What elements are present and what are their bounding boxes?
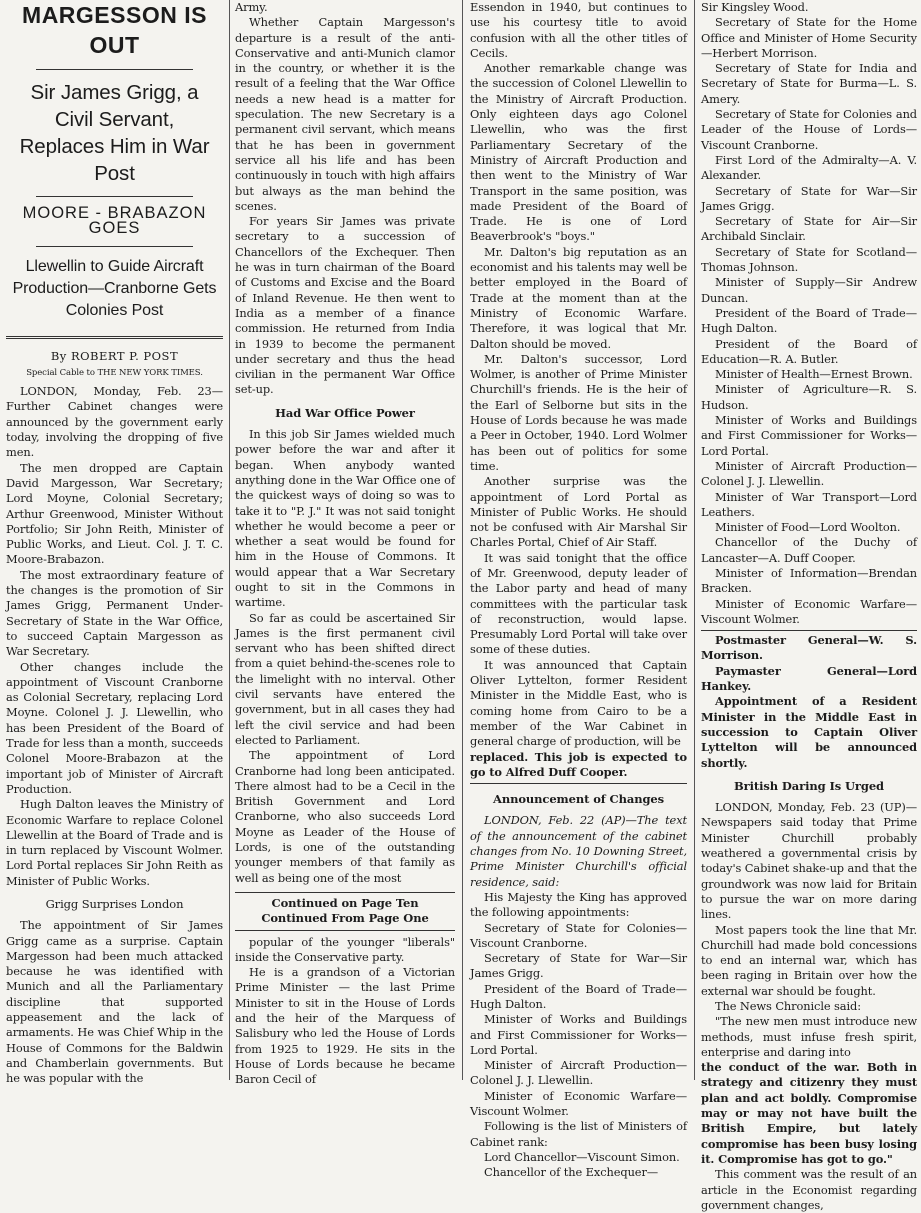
paragraph: Essendon in 1940, but continues to use his courtesy title to avoid confusion with all the other titles of Cecils.: [470, 0, 687, 60]
list-item: Chancellor of the Duchy of Lancaster—A. Duff Cooper.: [701, 535, 917, 565]
continued-from: Continued From Page One: [261, 911, 429, 926]
subhead: Announcement of Changes: [493, 792, 664, 807]
deck-3: Llewellin to Guide Aircraft Production—Cranborne Gets Colonies Post: [12, 257, 217, 319]
paragraph: This comment was the result of an article in the Economist regarding government changes,: [701, 1167, 917, 1212]
list-item: Minister of Works and Buildings and First Commissioner for Works—Lord Portal.: [701, 413, 917, 458]
continued-to: Continued on Page Ten: [271, 895, 419, 910]
paragraph: popular of the younger "liberals" inside the Conservative party.: [235, 934, 455, 964]
byline: By ROBERT P. POST: [50, 348, 179, 363]
list-item: Chancellor of the Exchequer—: [484, 1165, 659, 1180]
paragraph: It was announced that Captain Oliver Lyttelton, former Resident Minister in the Middle East, who is coming home from Cairo to be a member of the War Cabinet in general charge of production, will be: [470, 657, 687, 749]
cable-credit: Special Cable to THE NEW YORK TIMES.: [26, 367, 203, 378]
list-item: Secretary of State for Scotland—Thomas Johnson.: [701, 244, 917, 275]
list-item: Minister of Aircraft Production—Colonel J. J. Llewellin.: [470, 1058, 687, 1088]
paragraph: His Majesty the King has approved the following appointments:: [470, 889, 687, 920]
list-item: Minister of Information—Brendan Bracken.: [701, 565, 917, 596]
paragraph: Mr. Dalton's big reputation as an economist and his talents may well be better employed in the Board of Trade at the moment than at the Ministry of Economic Warfare. Therefore, it was logical that Mr. Dalton should be moved.: [470, 244, 687, 351]
paragraph: LONDON, Monday, Feb. 23—Further Cabinet changes were announced by the government early today, involving the dropping of five men.: [6, 384, 223, 460]
list-item: Minister of Works and Buildings and First Commissioner for Works—Lord Portal.: [470, 1012, 687, 1057]
paragraph: In this job Sir James wielded much power before the war and after it began. When anybody wanted anything done in the War Office one of the quickest ways of doing so was to take it to "P. J." It was not said tonight whether he would become a peer or whether a seat would be found for him in the House of Commons. It would appear that a War Secretary ought to sit in the Commons in wartime.: [235, 427, 455, 610]
paragraph: For years Sir James was private secretary to a succession of Chancellors of the Exchequer. Then he was in turn chairman of the Board of Customs and Excise and the Board of Inland Revenue. He then went to India as a member of a finance commission. He returned from India in 1939 to become the permanent under secretary and thus the head civilian in the permanent War Office set-up.: [235, 214, 455, 397]
subhead: Had War Office Power: [275, 405, 415, 420]
bold-paragraph: the conduct of the war. Both in strategy and citizenry they must plan and act boldly. Compromise may or may not have built the British Empire, but lately compromise has been busy losing it. Compromise has got to go.": [701, 1060, 917, 1166]
list-item: Secretary of State for the Home Office and Minister of Home Security—Herbert Morrison.: [701, 15, 917, 60]
column-1: [0, 0, 227, 1086]
list-item: Lord Chancellor—Viscount Simon.: [484, 1149, 680, 1164]
deck-1: Sir James Grigg, a Civil Servant, Replaces Him in War Post: [19, 81, 210, 185]
list-item: Minister of War Transport—Lord Leathers.: [701, 489, 917, 519]
paragraph: The most extraordinary feature of the changes is the promotion of Sir James Grigg, Permanent Under-Secretary of State in the War Office, to succeed Captain Margesson as War Secretary.: [6, 567, 223, 659]
list-item: Secretary of State for Air—Sir Archibald Sinclair.: [701, 214, 917, 244]
boxed-section: [701, 630, 917, 771]
list-item: Secretary of State for India and Secretary of State for Burma—L. S. Amery.: [701, 61, 917, 106]
paragraph: So far as could be ascertained Sir James is the first permanent civil servant who has been shifted direct from a quiet behind-the-scenes role to the limelight with no interval. Other civil servants have entered the government, but in all cases they had left the civil service and had been elected to Parliament.: [235, 610, 455, 747]
paragraph: Other changes include the appointment of Viscount Cranborne as Colonial Secretary, replacing Lord Moyne. Colonel J. J. Llewellin, who has been President of the Board of Trade for less than a month, succeeds Colonel Moore-Brabazon at the important job of Minister of Aircraft Production.: [6, 659, 223, 796]
paragraph: Following is the list of Ministers of Cabinet rank:: [470, 1119, 687, 1149]
paragraph: The appointment of Lord Cranborne had long been anticipated. There almost had to be a Cecil in the British Government and Lord Cranborne, who also succeeds Lord Moyne as Leader of the House of Lords, is one of the outstanding younger members of that family as well as being one of the most: [235, 748, 455, 885]
list-item: Minister of Economic Warfare—Viscount Wolmer.: [470, 1088, 687, 1119]
list-item: Paymaster General—Lord Hankey.: [701, 663, 917, 694]
divider: [6, 336, 223, 339]
list-item: Minister of Economic Warfare—Viscount Wolmer.: [701, 596, 917, 626]
dateline: LONDON, Feb. 22 (AP)—The text of the announcement of the cabinet changes from No. 10 Downing Street, Prime Minister Churchill's official residence, said:: [470, 813, 687, 889]
divider: [36, 246, 193, 247]
headline: MARGESSON IS OUT: [22, 2, 207, 58]
paragraph: Hugh Dalton leaves the Ministry of Economic Warfare to replace Colonel Llewellin at the Board of Trade and is in turn replaced by Viscount Wolmer. Lord Portal replaces Sir John Reith as Minister of Public Works.: [6, 797, 223, 888]
list-item: Postmaster General—W. S. Morrison.: [701, 633, 917, 663]
paragraph: It was said tonight that the office of Mr. Greenwood, deputy leader of the Labor party and head of many committees with the particular task of reconstruction, would lapse. Presumably Lord Portal will take over some of these duties.: [470, 550, 687, 657]
list-item: Sir Kingsley Wood.: [701, 0, 809, 14]
list-item: Minister of Food—Lord Woolton.: [715, 520, 901, 535]
paragraph: The men dropped are Captain David Margesson, War Secretary; Lord Moyne, Colonial Secretary; Arthur Greenwood, Minister Without Portfolio; Sir John Reith, Minister of Public Works, and Lieut. Col. J. T. C. Moore-Brabazon.: [6, 460, 223, 567]
paragraph: Mr. Dalton's successor, Lord Wolmer, is another of Prime Minister Churchill's friends. He is the heir of the Earl of Selborne but sits in the House of Lords because he was made a Peer in October, 1940. Lord Wolmer has been out of politics for some time.: [470, 351, 687, 473]
paragraph: The appointment of Sir James Grigg came as a surprise. Captain Margesson had been much attacked because he was identified with Munich and all the Parliamentary discipline that supported appeasement and the lack of armaments. He was Chief Whip in the House of Commons for the Baldwin and Chamberlain governments. But he was popular with the: [6, 918, 223, 1086]
divider: [36, 69, 193, 70]
list-item: Minister of Supply—Sir Andrew Duncan.: [701, 275, 917, 305]
list-item: Secretary of State for War—Sir James Grigg.: [470, 951, 687, 981]
jump-line-box: [235, 892, 455, 931]
paragraph: LONDON, Monday, Feb. 23 (UP)—Newspapers said today that Prime Minister Churchill probably weathered a governmental crisis by today's Cabinet shake-up and that the groundwork was now laid for Britain to pursue the war on more daring lines.: [701, 800, 917, 922]
list-item: Secretary of State for Colonies and Leader of the House of Lords—Viscount Cranborne.: [701, 107, 917, 152]
list-item: Minister of Agriculture—R. S. Hudson.: [701, 382, 917, 412]
paragraph: Most papers took the line that Mr. Churchill had made bold concessions to end an internal war, which has been raging in Britain over how the external war should be fought.: [701, 922, 917, 998]
column-4: [697, 0, 921, 1212]
list-item: First Lord of the Admiralty—A. V. Alexander.: [701, 152, 917, 183]
list-item: President of the Board of Trade—Hugh Dalton.: [701, 305, 917, 336]
column-3: [465, 0, 692, 1180]
subhead: British Daring Is Urged: [734, 778, 884, 793]
divider: [36, 196, 193, 197]
list-item: President of the Board of Education—R. A. Butler.: [701, 336, 917, 366]
list-item: Minister of Health—Ernest Brown.: [715, 367, 913, 382]
paragraph: Another surprise was the appointment of Lord Portal as Minister of Public Works. He should not be confused with Air Marshal Sir Charles Portal, Chief of Air Staff.: [470, 474, 687, 550]
subhead: Grigg Surprises London: [45, 896, 184, 911]
deck-2: MOORE - BRABAZON GOES: [22, 204, 207, 238]
paragraph: Army.: [235, 0, 268, 14]
boxed-paragraph: replaced. This job is expected to go to Alfred Duff Cooper.: [470, 750, 687, 785]
paragraph: He is a grandson of a Victorian Prime Minister — the last Prime Minister to sit in the House of Lords and the heir of the Marquess of Salisbury who led the House of Lords from 1925 to 1929. He sits in the House of Lords because he became Baron Cecil of: [235, 965, 455, 1087]
list-item: President of the Board of Trade—Hugh Dalton.: [470, 981, 687, 1011]
paragraph: Whether Captain Margesson's departure is a result of the anti-Conservative and anti-Munich clamor in the country, or whether it is the result of a feeling that the War Office needs a new head is a matter for speculation. The new Secretary is a permanent civil servant, which means that he has been in government service all his life and has been continuously in touch with high affairs but always as the man behind the scenes.: [235, 15, 455, 213]
list-item: Secretary of State for War—Sir James Grigg.: [701, 183, 917, 213]
list-item: Minister of Aircraft Production—Colonel J. J. Llewellin.: [701, 458, 917, 489]
column-2: [231, 0, 460, 1087]
paragraph: "The new men must introduce new methods, must infuse fresh spirit, enterprise and daring into: [701, 1014, 917, 1059]
list-item: Secretary of State for Colonies—Viscount Cranborne.: [470, 920, 687, 950]
paragraph: Appointment of a Resident Minister in the Middle East in succession to Captain Oliver Lyttelton will be announced shortly.: [701, 694, 917, 770]
paragraph: Another remarkable change was the succession of Colonel Llewellin to the Ministry of Aircraft Production. Only eighteen days ago Colonel Llewellin, who was the first Parliamentary Secretary of the Ministry of Aircraft Production and then went to the Ministry of War Transport in the same position, was made President of the Board of Trade. He is one of Lord Beaverbrook's "boys.": [470, 61, 687, 244]
paragraph: The News Chronicle said:: [715, 999, 861, 1013]
